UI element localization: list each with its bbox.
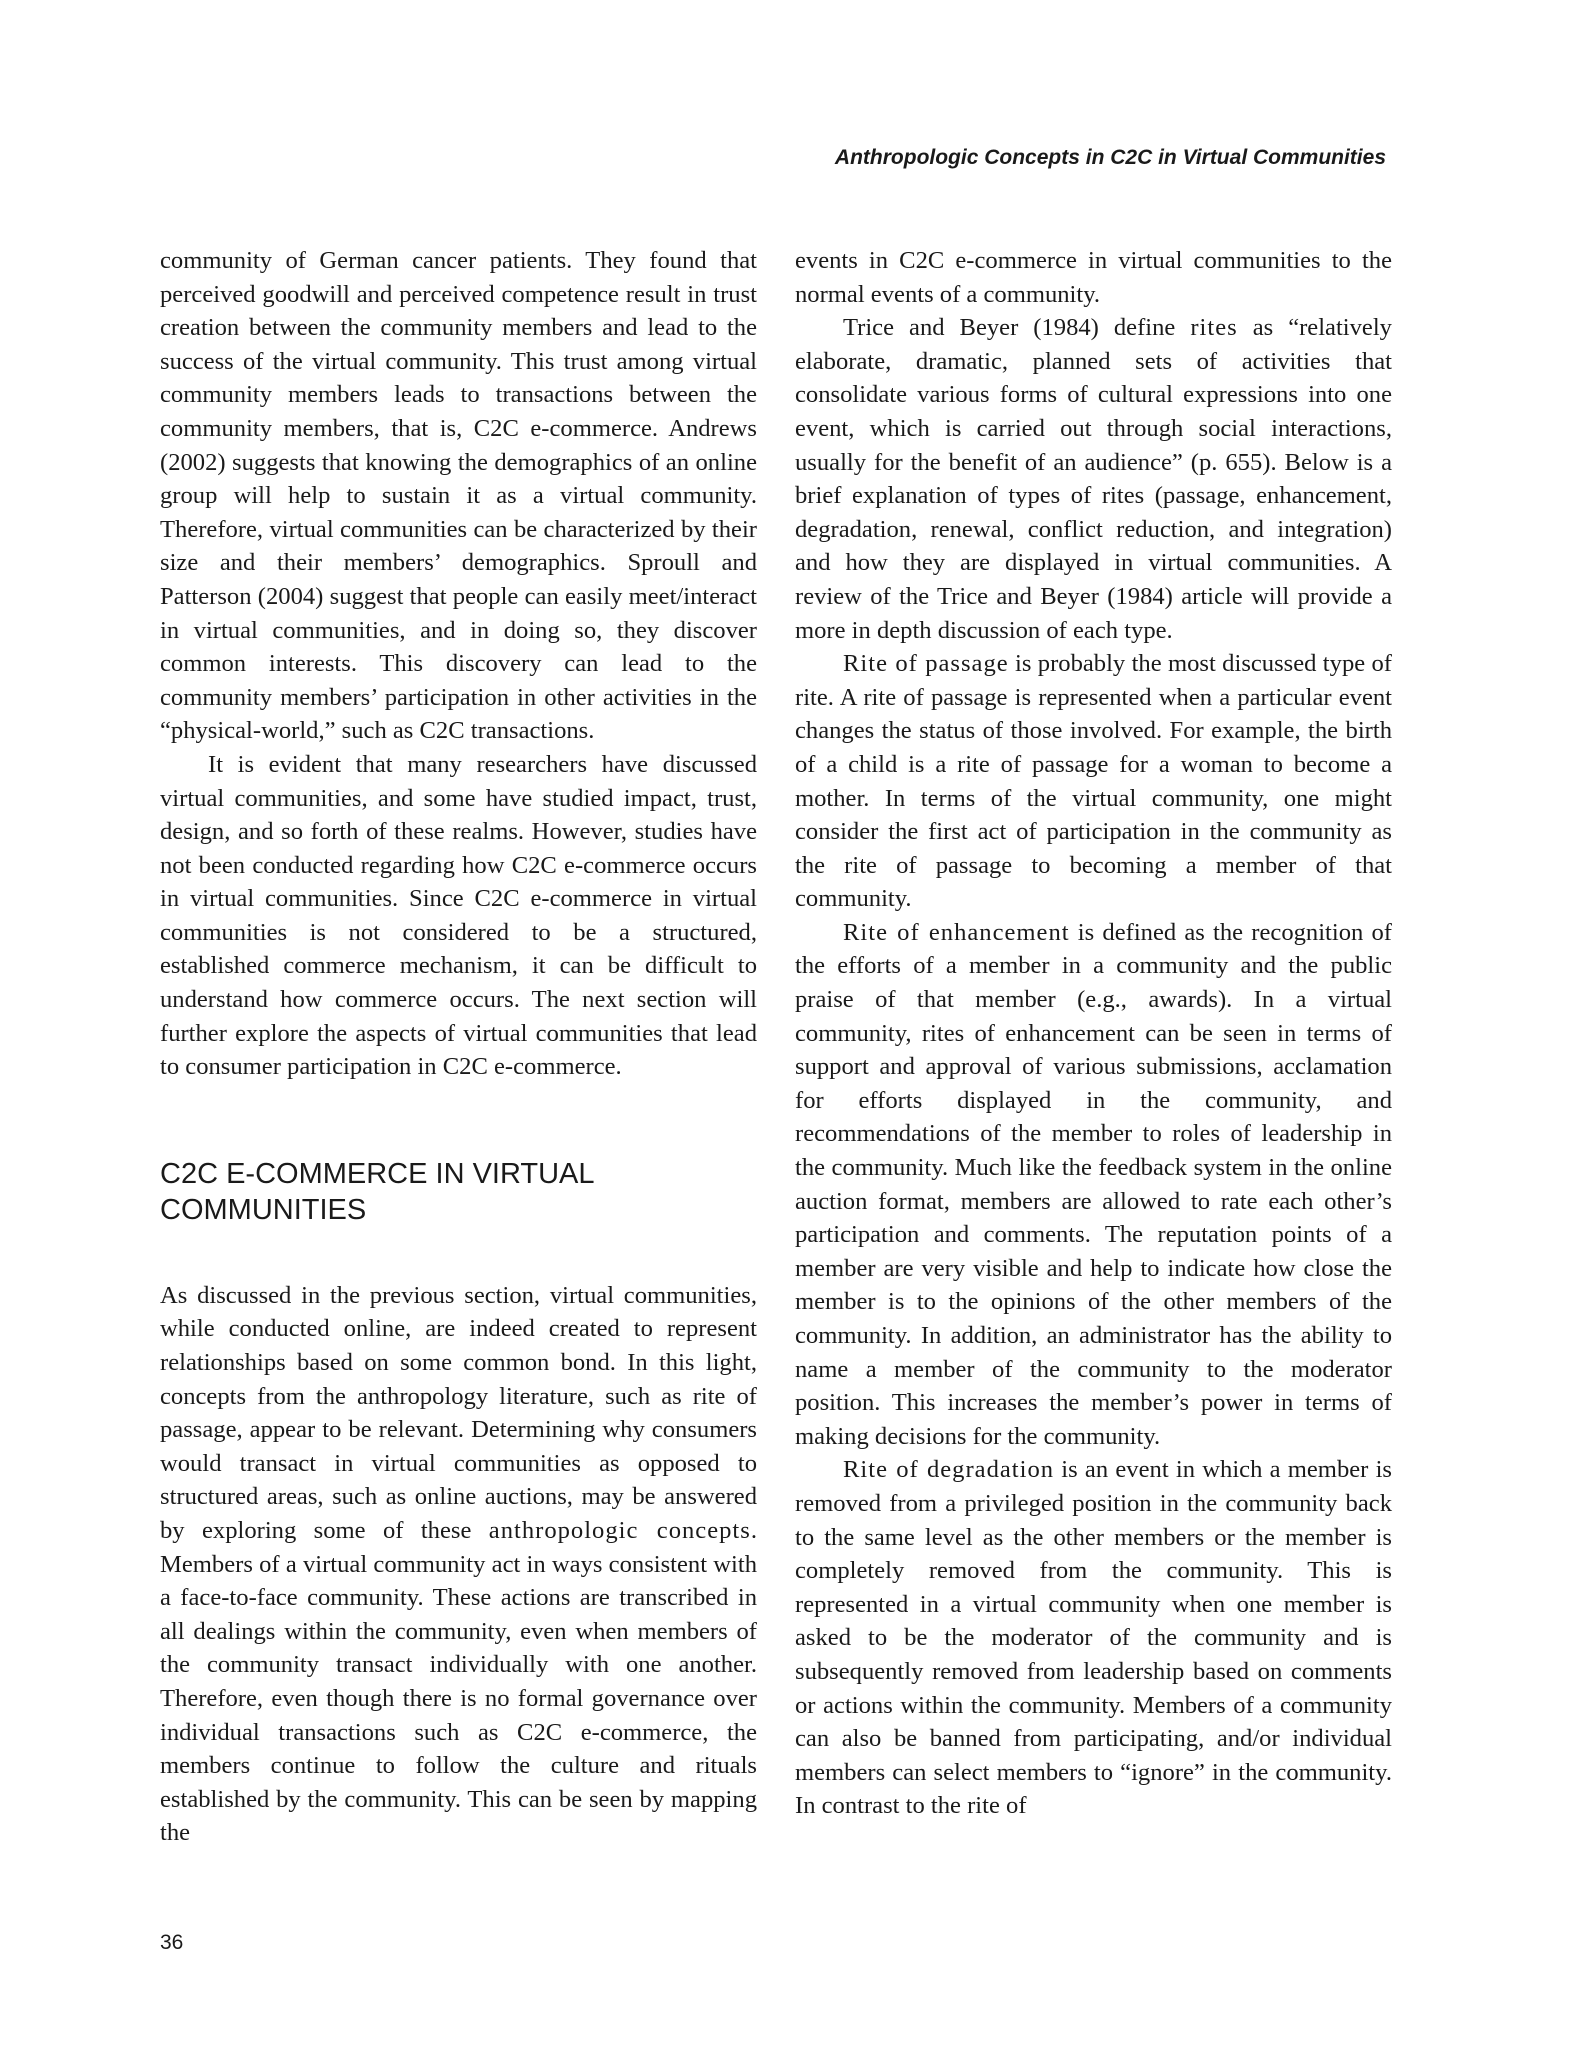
page-number: 36 <box>160 1931 184 1954</box>
key-term-anthropologic-concepts: anthropologic concepts <box>488 1517 751 1544</box>
left-paragraph-3-text-b: . Members of a virtual community act in ways consistent with a face-to-face community. These actions are transcribed in all dealings within the community, even when members of the community transact individually with one another. Therefore, even though there is no formal governance over individual transactions such as C2C e-commerce, the members continue to follow the culture and rituals established by the community. This can be seen by mapping the <box>160 1517 757 1847</box>
key-term-rite-of-enhancement: Rite of enhancement <box>843 918 1070 946</box>
key-term-rites: rites <box>1190 314 1238 342</box>
left-paragraph-1: community of German cancer patients. They found that perceived goodwill and perceived competence result in trust creation between the community members and lead to the success of the virtual community. This trust among virtual community members leads to transactions between the community members, that is, C2C e-commerce. Andrews (2002) suggests that knowing the demographics of an online group will help to sustain it as a virtual community. Therefore, virtual communities can be characterized by their size and their members’ demographics. Sproull and Patterson (2004) suggest that people can easily meet/interact in virtual communities, and in doing so, they discover common interests. This discovery can lead to the community members’ participation in other activities in the “physical-world,” such as C2C transactions. <box>160 247 757 745</box>
left-column <box>160 244 757 1850</box>
right-column <box>795 244 1392 1823</box>
right-paragraph-2 <box>795 311 1392 647</box>
right-paragraph-rite-of-degradation <box>795 1453 1392 1823</box>
rite-of-passage-text: is probably the most discussed type of rite. A rite of passage is represented when a particular event changes the status of those involved. For example, the birth of a child is a rite of passage for a woman to become a mother. In terms of the virtual community, one might consider the first act of participation in the community as the rite of passage to becoming a member of that community. <box>795 650 1392 913</box>
running-head-title: Anthropologic Concepts in C2C in Virtual Communities <box>834 146 1386 169</box>
right-paragraph-rite-of-passage <box>795 647 1392 916</box>
section-heading-line-1: C2C E-COMMERCE IN VIRTUAL <box>160 1157 595 1190</box>
section-heading-line-2: COMMUNITIES <box>160 1193 367 1226</box>
left-paragraph-2: It is evident that many researchers have discussed virtual communities, and some have studied impact, trust, design, and so forth of these realms. However, studies have not been conducted regarding how C2C e-commerce occurs in virtual communities. Since C2C e-commerce in virtual communities is not considered to be a structured, established commerce mechanism, it can be difficult to understand how commerce occurs. The next section will further explore the aspects of virtual communities that lead to consumer participation in C2C e-commerce. <box>160 750 757 1081</box>
rite-of-enhancement-text: is defined as the recognition of the efforts of a member in a community and the public praise of that member (e.g., awards). In a virtual community, rites of enhancement can be seen in terms of support and approval of various submissions, acclamation for efforts displayed in the community, and recommendations of the member to roles of leadership in the community. Much like the feedback system in the online auction format, members are allowed to rate each other’s participation and comments. The reputation points of a member are very visible and help to indicate how close the member is to the opinions of the other members of the community. In addition, an administrator has the ability to name a member of the community to the moderator position. This increases the member’s power in terms of making decisions for the community. <box>795 918 1392 1450</box>
rite-of-degradation-text: is an event in which a member is removed from a privileged position in the community back to the same level as the other members or the member is completely removed from the community. This is represented in a virtual community when one member is asked to be the moderator of the community and is subsequently removed from leadership based on comments or actions within the community. Members of a community can also be banned from participating, and/or individual members can select members to “ignore” in the community. In contrast to the rite of <box>795 1456 1392 1820</box>
right-paragraph-1: events in C2C e-commerce in virtual communities to the normal events of a community. <box>795 247 1392 308</box>
right-paragraph-rite-of-enhancement <box>795 916 1392 1454</box>
key-term-rite-of-degradation: Rite of degradation <box>843 1456 1055 1484</box>
key-term-rite-of-passage: Rite of passage <box>843 650 1009 678</box>
right-paragraph-2-text-b: as “relatively elaborate, dramatic, planned sets of activities that consolidate various forms of cultural expressions into one event, which is carried out through social interactions, usually for the benefit of an audience” (p. 655). Below is a brief explanation of types of rites (passage, enhancement, degradation, renewal, conflict reduction, and integration) and how they are displayed in virtual communities. A review of the Trice and Beyer (1984) article will provide a more in depth discussion of each type. <box>795 314 1392 644</box>
section-heading <box>160 1156 757 1228</box>
right-paragraph-2-text-a: Trice and Beyer (1984) define <box>843 314 1191 342</box>
left-paragraph-3-text-a: As discussed in the previous section, virtual communities, while conducted online, are indeed created to represent relationships based on some common bond. In this light, concepts from the anthropology literature, such as rite of passage, appear to be relevant. Determining why consumers would transact in virtual communities as opposed to structured areas, such as online auctions, may be answered by exploring some of these <box>160 1281 757 1544</box>
left-paragraph-3 <box>160 1279 757 1850</box>
